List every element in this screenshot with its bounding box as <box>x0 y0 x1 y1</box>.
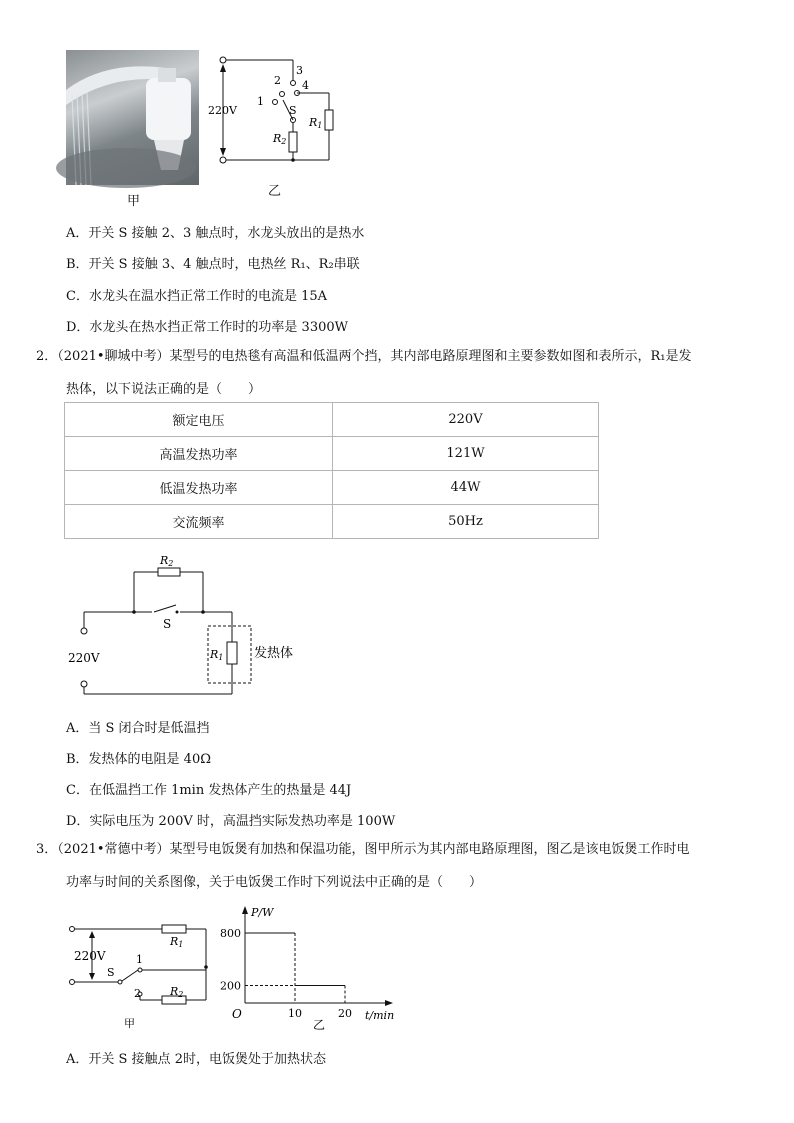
table-cell-value: 50Hz <box>333 505 599 539</box>
faucet-photo <box>66 50 199 185</box>
contact-1-label: 1 <box>136 953 143 966</box>
x-tick-label: 20 <box>338 1007 352 1020</box>
switch-label: S <box>163 617 172 631</box>
voltage-label: 220V <box>208 104 237 117</box>
q2-option-c: C．在低温挡工作 1min 发热体产生的热量是 44J <box>66 783 352 798</box>
y-tick-label: 800 <box>220 927 241 940</box>
q1-option-b: B．开关 S 接触 3、4 触点时，电热丝 R₁、R₂串联 <box>66 257 360 272</box>
x-axis-arrow <box>385 1000 393 1006</box>
table-cell-label: 交流频率 <box>65 505 333 539</box>
electric-blanket-circuit <box>60 550 310 700</box>
table-row <box>65 505 599 539</box>
q1-option-c: C．水龙头在温水挡正常工作时的电流是 15A <box>66 289 328 304</box>
faucet-circuit-diagram <box>208 52 343 177</box>
q3-stem-line2: 功率与时间的关系图像，关于电饭煲工作时下列说法中正确的是（ ） <box>66 875 483 890</box>
q2-option-a: A．当 S 闭合时是低温挡 <box>66 721 210 736</box>
rice-cooker-circuit <box>60 915 220 1035</box>
r2-label: R2 <box>170 985 184 999</box>
contact-2-label: 2 <box>134 987 141 1000</box>
q3-stem <box>36 833 756 899</box>
power-time-graph <box>220 898 405 1033</box>
table-cell-label: 额定电压 <box>65 403 333 437</box>
x-tick-label: 10 <box>288 1007 302 1020</box>
switch-label: S <box>107 966 115 979</box>
contact-3-label: 3 <box>296 64 303 77</box>
figure-label-yi: 乙 <box>268 184 282 199</box>
y-tick-label: 200 <box>220 979 241 993</box>
contact-2-label: 2 <box>274 74 281 87</box>
table-row <box>65 437 599 471</box>
x-axis-label: t/min <box>365 1009 395 1022</box>
y-axis-label: P/W <box>251 906 274 919</box>
q2-stem-line1: 2．（2021•聊城中考）某型号的电热毯有高温和低温两个挡，其内部电路原理图和主要参数如图和表所示，R₁是发 <box>36 349 692 364</box>
origin-label: O <box>232 1007 242 1021</box>
q2-stem <box>36 340 756 406</box>
figure-label-jia: 甲 <box>127 194 141 209</box>
q3-stem-line1: 3．（2021•常德中考）某型号电饭煲有加热和保温功能，图甲所示为其内部电路原理图，图乙是该电饭煲工作时电 <box>36 842 690 857</box>
table-row <box>65 471 599 505</box>
voltage-label: 220V <box>68 651 100 665</box>
table-cell-value: 220V <box>333 403 599 437</box>
table-row <box>65 403 599 437</box>
r2-label: R2 <box>273 132 287 146</box>
r1-label: R1 <box>210 648 224 662</box>
contact-1-label: 1 <box>257 95 264 108</box>
table-cell-label: 高温发热功率 <box>65 437 333 471</box>
figure-label-yi: 乙 <box>313 1018 326 1032</box>
r1-label: R1 <box>309 116 323 130</box>
q3-option-a: A．开关 S 接触点 2时，电饭煲处于加热状态 <box>66 1052 326 1067</box>
r1-label: R1 <box>170 935 184 949</box>
table-cell-label: 低温发热功率 <box>65 471 333 505</box>
table-cell-value: 44W <box>333 471 599 505</box>
q2-stem-line2: 热体，以下说法正确的是（ ） <box>66 382 262 397</box>
q1-option-a: A．开关 S 接触 2、3 触点时，水龙头放出的是热水 <box>66 226 365 241</box>
y-axis-arrow <box>242 906 248 914</box>
q2-option-d: D．实际电压为 200V 时，高温挡实际发热功率是 100W <box>66 814 396 829</box>
table-cell-value: 121W <box>333 437 599 471</box>
q2-option-b: B．发热体的电阻是 40Ω <box>66 752 212 767</box>
voltage-label: 220V <box>74 949 106 963</box>
q1-option-d: D．水龙头在热水挡正常工作时的功率是 3300W <box>66 320 349 335</box>
r2-label: R2 <box>160 554 174 568</box>
figure-label-jia: 甲 <box>124 1017 135 1030</box>
parameter-table <box>64 402 599 539</box>
heater-label: 发热体 <box>254 646 294 661</box>
switch-label: S <box>289 104 297 117</box>
contact-4-label: 4 <box>302 79 309 92</box>
